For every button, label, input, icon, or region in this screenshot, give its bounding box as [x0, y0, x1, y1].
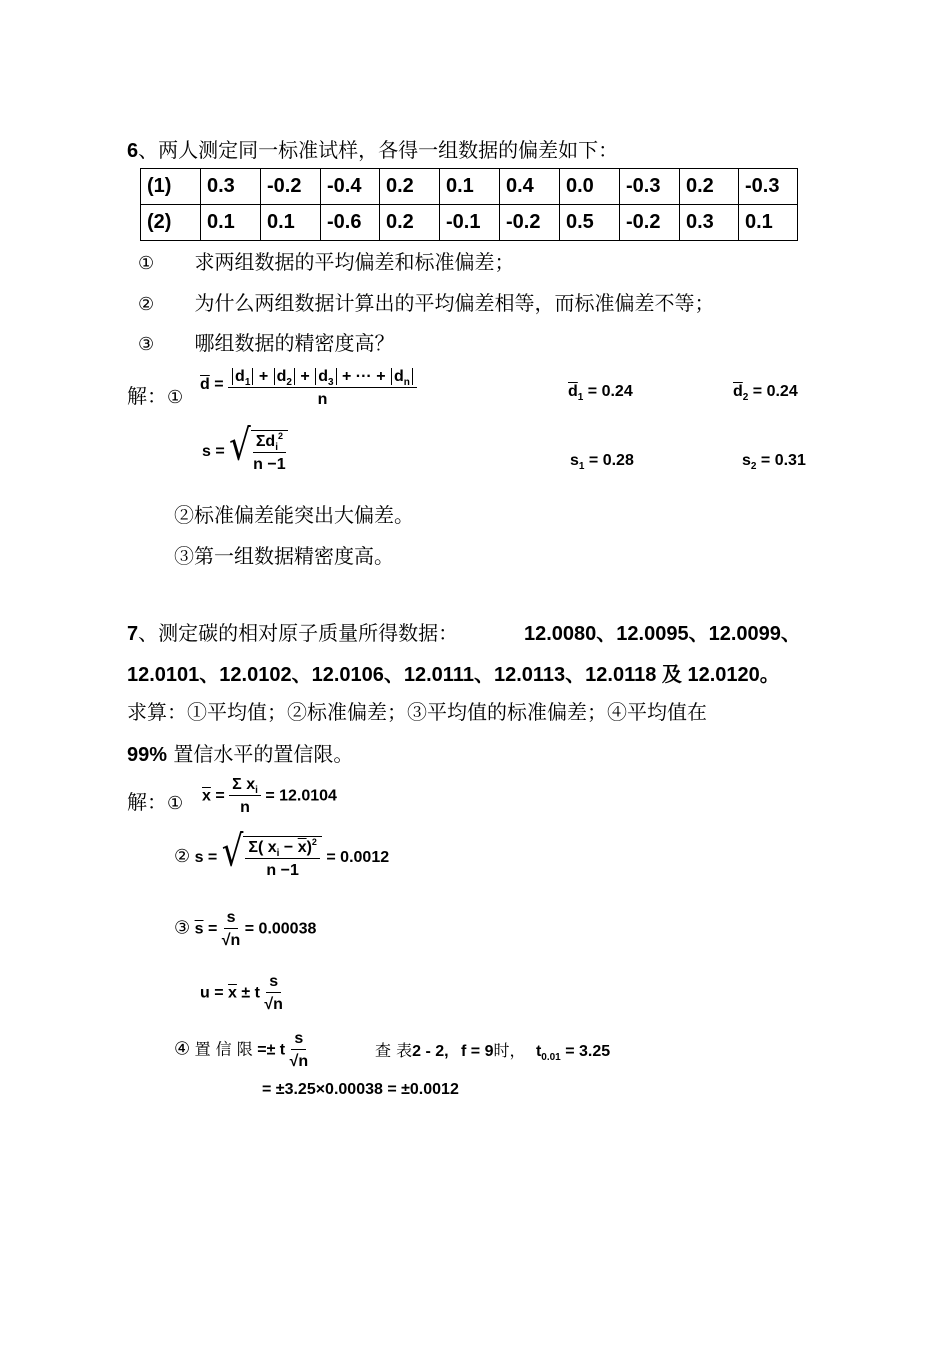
deviation-table: [140, 168, 798, 241]
fraction: $\frac{d_1 + d_2 + d_3 + \cdot\cdot\cdot + d_n}{n}$: [228, 368, 417, 409]
d1-value: = 0.24: [587, 383, 633, 400]
solution-mark-2: ②: [174, 846, 191, 868]
table-cell: 0.1: [261, 205, 321, 241]
answer-2: ②标准偏差能突出大偏差。: [174, 503, 414, 527]
table-cell: (1): [141, 169, 201, 205]
s2-value: = 0.31: [760, 452, 806, 469]
s1-result: $s_1 = 0.28$: [570, 452, 634, 472]
table-cell: 0.2: [380, 205, 440, 241]
table-cell: -0.2: [500, 205, 560, 241]
table-cell: 0.2: [680, 169, 739, 205]
when-text: 时，: [493, 1041, 526, 1060]
mean-value: = 12.0104: [265, 787, 337, 805]
question-mark-1: ①: [138, 253, 155, 274]
table-cell: 0.1: [739, 205, 798, 241]
table-cell: 0.4: [500, 169, 560, 205]
table-cell: -0.4: [321, 169, 380, 205]
table-cell: 0.3: [680, 205, 739, 241]
confidence-percent: 99%: [127, 744, 168, 766]
problem7-data-line1: 12.0080、12.0095、12.0099、: [524, 623, 801, 645]
table-cell: -0.6: [321, 205, 380, 241]
sqrt: √ $\frac{\Sigma d_i^2}{n -1}$: [229, 430, 288, 474]
confidence-limit-label: 置 信 限: [194, 1039, 253, 1059]
question-item-3: [138, 327, 395, 356]
problem7-line3: 求算：①平均值；②标准偏差；③平均值的标准偏差；④平均值在: [127, 700, 707, 724]
table-cell: 0.1: [440, 169, 500, 205]
final-calculation: = ±3.25×0.00038 = ±0.0012: [262, 1081, 459, 1098]
problem7-title: 、测定碳的相对原子质量所得数据：: [138, 621, 459, 645]
solution-mark-1: ①: [167, 387, 184, 408]
solution7-label: [127, 786, 183, 815]
solution-mark-3: ③: [174, 917, 191, 939]
problem7-data-line2: 12.0101、12.0102、12.0106、12.0111、12.0113、12.0118 及 12.0120。: [127, 664, 780, 686]
table-cell: -0.2: [261, 169, 321, 205]
d2-value: = 0.24: [752, 383, 798, 400]
formula-interval: $u = \overline{x} \pm t$ $\frac{s}{√n}$: [200, 973, 283, 1013]
question-mark-3: ③: [138, 334, 155, 355]
table-cell: 0.2: [380, 169, 440, 205]
problem7-heading: [127, 617, 458, 646]
table-cell: (2): [141, 205, 201, 241]
solution-mark-4: ④: [174, 1038, 191, 1060]
table-cell: -0.3: [739, 169, 798, 205]
formula-std-dev: s = √ $\frac{\Sigma d_i^2}{n -1}$: [202, 430, 288, 474]
question-text-2: 为什么两组数据计算出的平均偏差相等，而标准偏差不等；: [194, 291, 715, 315]
table-row: [141, 205, 798, 241]
table-cell: -0.1: [440, 205, 500, 241]
solution-label: 解：: [127, 790, 167, 814]
solution-label: 解：: [127, 384, 167, 408]
question-item-2: [138, 287, 715, 316]
formula-mean-deviation: $\overline{d}$ = $\frac{d_1 + d_2 + d_3 + \cdot\cdot\cdot + d_n}{n}$: [200, 368, 417, 409]
question-mark-2: ②: [138, 294, 155, 315]
lookup-text: 查 表: [375, 1041, 413, 1060]
problem7-number: 7: [127, 623, 139, 645]
lookup-table: 2 - 2,: [412, 1043, 449, 1060]
solution-mark-1: ①: [167, 793, 184, 814]
table-cell: 0.3: [201, 169, 261, 205]
table-row: [141, 169, 798, 205]
std-dev-value: = 0.0012: [326, 849, 390, 867]
std-dev-mean-value: = 0.00038: [244, 920, 317, 938]
table-cell: 0.0: [560, 169, 620, 205]
table-cell: -0.3: [620, 169, 680, 205]
problem6-heading: [127, 134, 618, 163]
table-cell: -0.2: [620, 205, 680, 241]
problem7-line4: [127, 738, 353, 767]
d2-result: $\overline{d}_2 = 0.24$: [733, 383, 798, 403]
formula-confidence-limit: ④ 置 信 限 =± t $\frac{s}{√n}$: [174, 1030, 309, 1070]
question-text-3: 哪组数据的精密度高？: [194, 331, 395, 355]
s2-result: $s_2 = 0.31$: [742, 452, 806, 472]
s1-value: = 0.28: [588, 452, 634, 469]
d1-result: $\overline{d}_1 = 0.24$: [568, 383, 633, 403]
problem6-number: 6: [127, 140, 139, 162]
lookup-note: 查 表2 - 2, f = 9时， $t_{0.01} = 3.25$: [375, 1041, 611, 1063]
question-item-1: [138, 246, 515, 275]
formula-std-dev-mean: ③ $\overline{s}$ = $\frac{s}{√n}$ = 0.00038: [174, 909, 317, 949]
degrees-of-freedom: f = 9: [461, 1043, 494, 1060]
table-cell: 0.5: [560, 205, 620, 241]
formula-mean: $\overline{x}$ = $\frac{\Sigma x_i}{n}$ = 12.0104: [202, 776, 337, 816]
problem7-line4-text: 置信水平的置信限。: [167, 742, 354, 766]
answer-3: ③第一组数据精密度高。: [174, 544, 394, 568]
table-cell: 0.1: [201, 205, 261, 241]
problem6-title: 、两人测定同一标准试样，各得一组数据的偏差如下：: [138, 138, 619, 162]
question-text-1: 求两组数据的平均偏差和标准偏差；: [194, 250, 515, 274]
formula-std-dev-7: ② s = √ $\frac{\Sigma( x_i - \overline{x})^2}{n -1}$ = 0.0012: [174, 826, 390, 879]
t-value: = 3.25: [565, 1043, 611, 1060]
solution6-label: [127, 380, 183, 409]
